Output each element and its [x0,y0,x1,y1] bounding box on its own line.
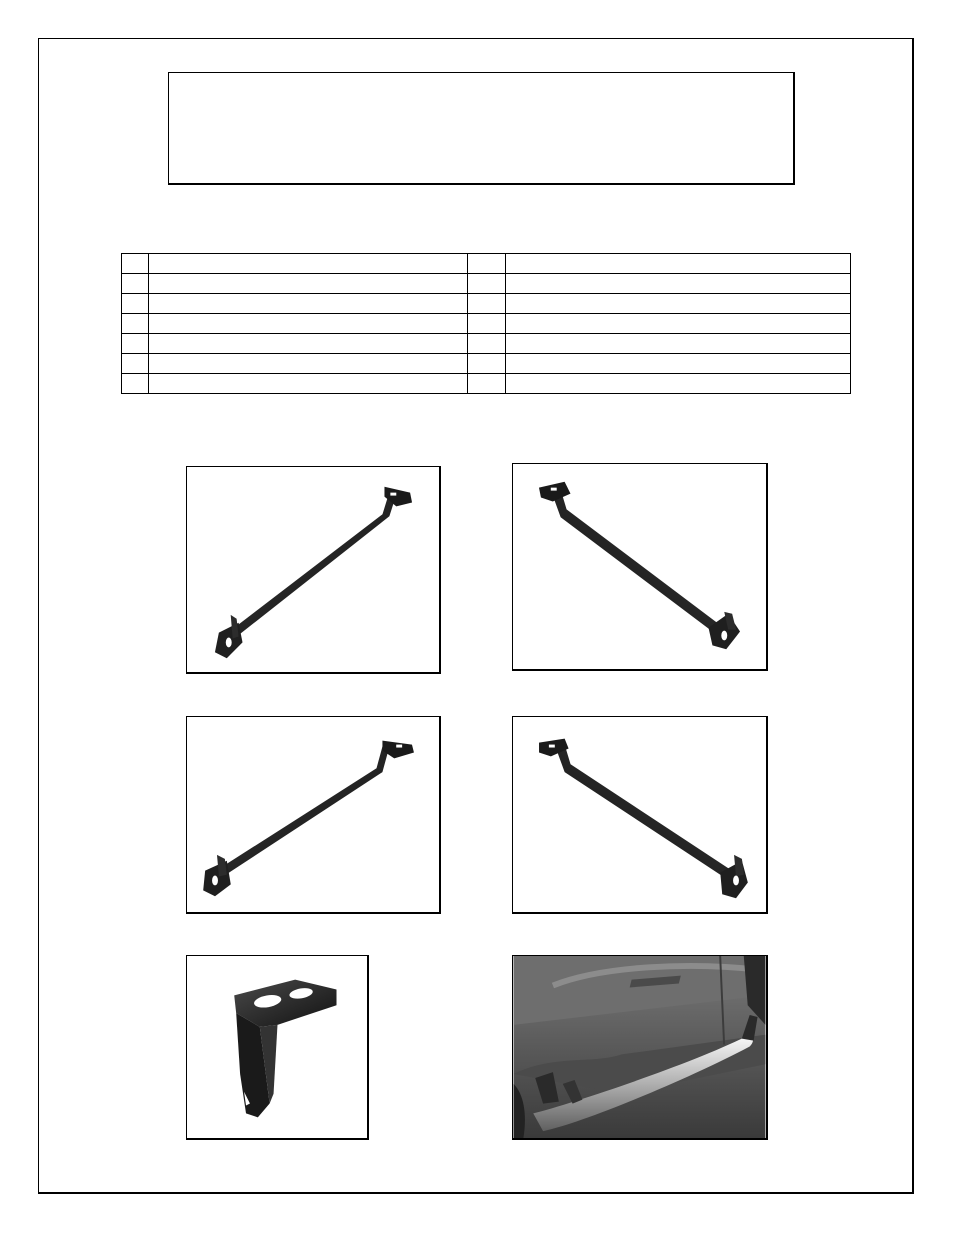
table-row [122,374,851,394]
long-bracket-icon [187,467,439,672]
installed-step-photo [512,955,768,1140]
qty-cell [122,334,149,354]
bracket-photo-4 [512,716,768,914]
qty-cell [122,274,149,294]
qty-cell [468,334,506,354]
table-row [122,314,851,334]
parts-table [121,253,851,394]
table-row [122,334,851,354]
description-cell [506,294,851,314]
qty-cell [122,254,149,274]
table-row [122,354,851,374]
qty-cell [122,294,149,314]
table-row [122,254,851,274]
description-cell [506,274,851,294]
table-row [122,274,851,294]
qty-cell [122,374,149,394]
bracket-photo-5 [186,955,369,1140]
description-cell [149,334,468,354]
long-bracket-icon [513,464,766,669]
qty-cell [468,374,506,394]
qty-cell [468,254,506,274]
title-box [168,72,795,185]
bracket-photo-3 [186,716,441,914]
description-cell [506,374,851,394]
description-cell [149,314,468,334]
qty-cell [468,274,506,294]
description-cell [506,334,851,354]
qty-cell [122,354,149,374]
description-cell [149,374,468,394]
description-cell [506,254,851,274]
description-cell [149,274,468,294]
description-cell [506,314,851,334]
description-cell [506,354,851,374]
qty-cell [468,314,506,334]
description-cell [149,254,468,274]
qty-cell [468,294,506,314]
page-frame [38,38,914,1194]
l-bracket-icon [187,956,367,1138]
table-row [122,294,851,314]
bracket-photo-1 [186,466,441,674]
long-bracket-icon [513,717,766,912]
long-bracket-icon [187,717,439,912]
description-cell [149,354,468,374]
bracket-photo-2 [512,463,768,671]
qty-cell [122,314,149,334]
qty-cell [468,354,506,374]
description-cell [149,294,468,314]
truck-step-icon [513,956,766,1138]
